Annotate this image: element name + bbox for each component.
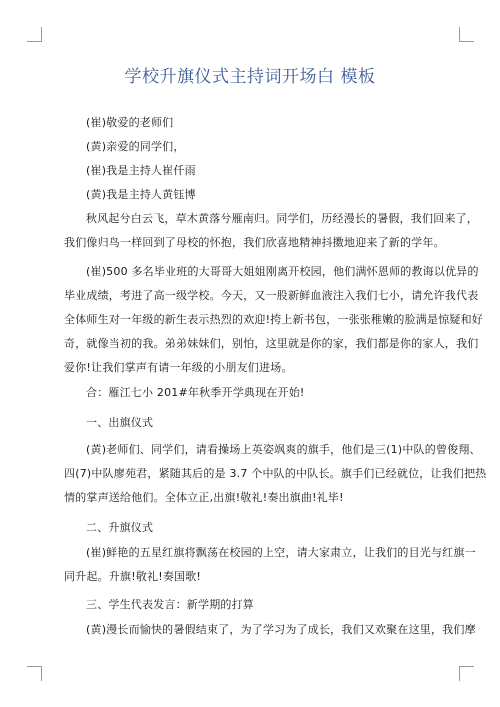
paragraph: [64, 111, 440, 135]
paragraph: [64, 381, 440, 405]
text-line: 三、学生代表发言：新学期的打算: [86, 598, 254, 611]
section-heading: [64, 593, 440, 617]
text-line: (黄)老师们、同学们，请看操场上英姿飒爽的旗手，他们是三(1)中队的曾俊翔、: [86, 443, 481, 456]
paragraph: [64, 207, 478, 255]
paragraph: [64, 438, 487, 510]
text-line: 同升起。升旗!敬礼!奏国歌!: [64, 570, 202, 583]
crop-mark-top-left: [27, 27, 42, 42]
text-line: (黄)亲爱的同学们，: [86, 140, 185, 153]
text-line: (崔)鲜艳的五星红旗将飘荡在校园的上空，请大家肃立，让我们的目光与红旗一: [86, 546, 476, 559]
text-line: 情的掌声送给他们。全体立正,出旗!敬礼!奏出旗曲!礼毕!: [64, 491, 344, 504]
text-line: 合：雁江七小 201#年秋季开学典现在开始!: [86, 386, 305, 399]
text-line: 秋风起兮白云飞，草木黄落兮雁南归。同学们，历经漫长的暑假，我们回来了，: [86, 212, 478, 225]
paragraph: [64, 135, 440, 159]
text-line: 全体师生对一年级的新生表示热烈的欢迎!挎上新书包，一张张稚嫩的脸满是惊疑和好: [64, 313, 484, 326]
text-line: 一、出旗仪式: [86, 416, 154, 429]
paragraph: [64, 159, 440, 183]
paragraph: [64, 260, 484, 380]
text-line: 四(7)中队廖苑君，紧随其后的是 3.7 个中队的中队长。旗手们已经就位，让我们把热: [64, 467, 487, 480]
text-line: 爱你!让我们掌声有请一年级的小朋友们进场。: [64, 361, 293, 374]
text-line: 二、升旗仪式: [86, 521, 154, 534]
paragraph: [64, 541, 476, 589]
text-line: 奇，就像当初的我。弟弟妹妹们，别怕，这里就是你的家，我们都是你的家人，我们: [64, 337, 479, 350]
text-line: (崔)敬爱的老师们: [86, 116, 174, 129]
text-line: (黄)漫长而愉快的暑假结束了，为了学习为了成长，我们又欢聚在这里，我们摩: [86, 623, 476, 636]
paragraph: [64, 618, 476, 642]
document-title: 学校升旗仪式主持词开场白 模板: [124, 67, 376, 87]
text-line: (崔)500 多名毕业班的大哥哥大姐姐刚离开校园，他们满怀恩师的教诲以优异的: [86, 265, 479, 278]
section-heading: [64, 516, 440, 540]
section-heading: [64, 411, 440, 435]
crop-mark-bottom-left: [27, 666, 42, 681]
paragraph: [64, 183, 440, 207]
text-line: 毕业成绩，考进了高一级学校。今天，又一股新鲜血液注入我们七小，请允许我代表: [64, 289, 479, 302]
crop-mark-top-right: [459, 27, 474, 42]
crop-mark-bottom-right: [459, 666, 474, 681]
text-line: 我们像归鸟一样回到了母校的怀抱，我们欣喜地精神抖擞地迎来了新的学年。: [64, 236, 445, 249]
text-line: (崔)我是主持人崔仟雨: [86, 164, 196, 177]
text-line: (黄)我是主持人黄钰博: [86, 188, 196, 201]
